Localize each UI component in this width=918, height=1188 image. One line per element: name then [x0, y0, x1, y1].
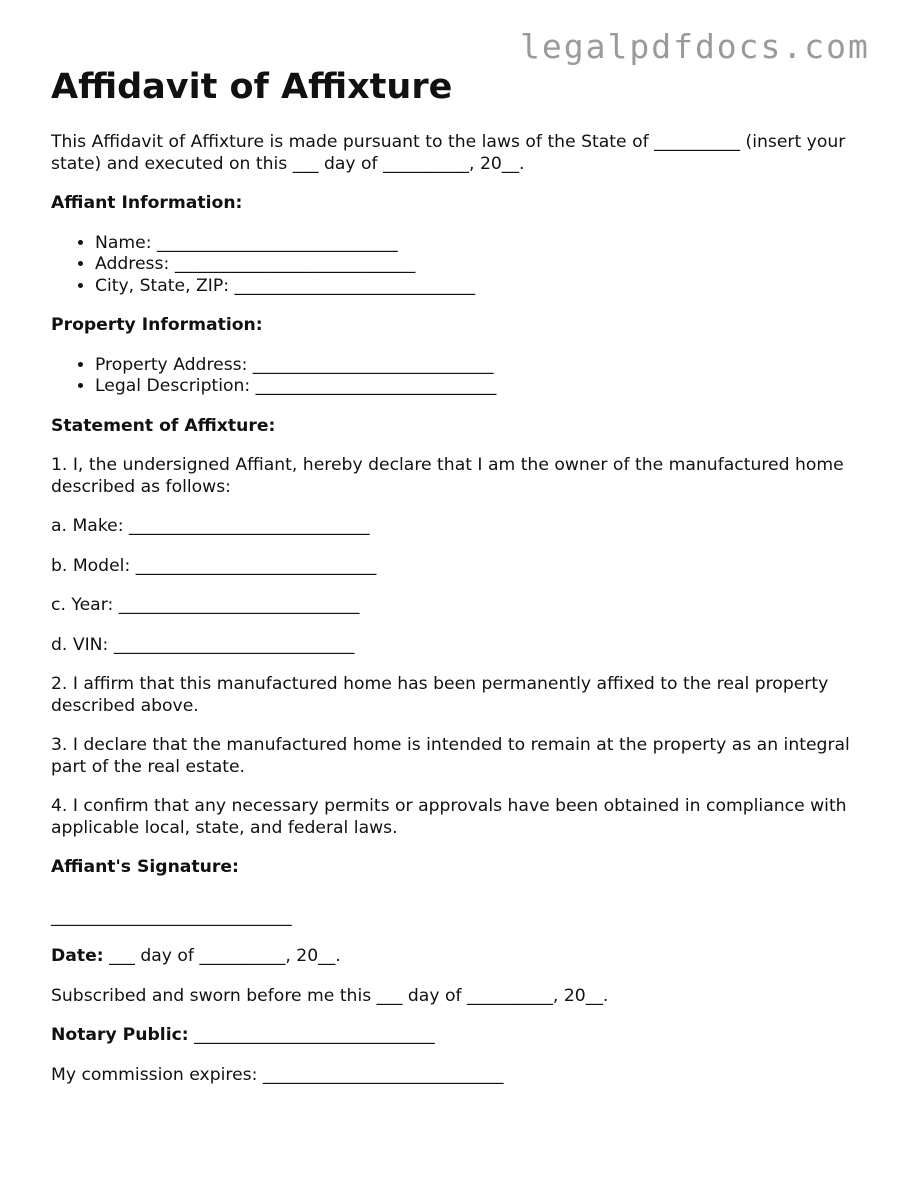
statement-paragraph-3: 3. I declare that the manufactured home is intended to remain at the property as an integral part of the real estate. [51, 735, 850, 777]
affiant-list [51, 233, 881, 298]
affiant-heading: Affiant Information: [51, 193, 243, 213]
date-value: ___ day of __________, 20__. [103, 946, 341, 966]
affiant-address-field: • Address: ____________________________ [95, 254, 881, 276]
property-heading: Property Information: [51, 315, 263, 335]
document-page [51, 66, 881, 1104]
signature-heading: Affiant's Signature: [51, 857, 239, 877]
notary-line [51, 1025, 881, 1047]
affiant-city-field: • City, State, ZIP: ____________________________ [95, 276, 881, 298]
signature-line: ____________________________ [51, 906, 292, 927]
statement-paragraph-2: 2. I affirm that this manufactured home has been permanently affixed to the real property described above. [51, 674, 829, 716]
watermark: legalpdfdocs.com [520, 27, 870, 66]
statement-heading: Statement of Affixture: [51, 415, 276, 436]
statement-paragraph-4: 4. I confirm that any necessary permits or approvals have been obtained in compliance with applicable local, state, and federal laws. [51, 796, 847, 838]
statement-paragraph-1: 1. I, the undersigned Affiant, hereby declare that I am the owner of the manufactured home described as follows: [51, 455, 844, 497]
legal-description-field: • Legal Description: ____________________________ [95, 376, 881, 398]
make-field: a. Make: ____________________________ [51, 516, 370, 536]
vin-field: d. VIN: ____________________________ [51, 634, 355, 655]
date-label: Date: [51, 946, 104, 966]
notary-label: Notary Public: [51, 1025, 189, 1045]
property-list [51, 355, 881, 398]
model-field: b. Model: ____________________________ [51, 555, 377, 576]
affiant-name-field: • Name: ____________________________ [95, 233, 881, 255]
document-title: Affidavit of Affixture [51, 67, 453, 107]
property-address-field: • Property Address: ____________________________ [95, 355, 881, 377]
sworn-statement: Subscribed and sworn before me this ___ day of __________, 20__. [51, 985, 609, 1006]
commission-line: My commission expires: ____________________________ [51, 1064, 504, 1085]
notary-field: ____________________________ [188, 1025, 435, 1045]
year-field: c. Year: ____________________________ [51, 595, 360, 615]
intro-paragraph: This Affidavit of Affixture is made pursuant to the laws of the State of __________ (insert your state) and executed on this ___ day of __________, 20__. [51, 132, 846, 174]
date-line [51, 946, 881, 968]
